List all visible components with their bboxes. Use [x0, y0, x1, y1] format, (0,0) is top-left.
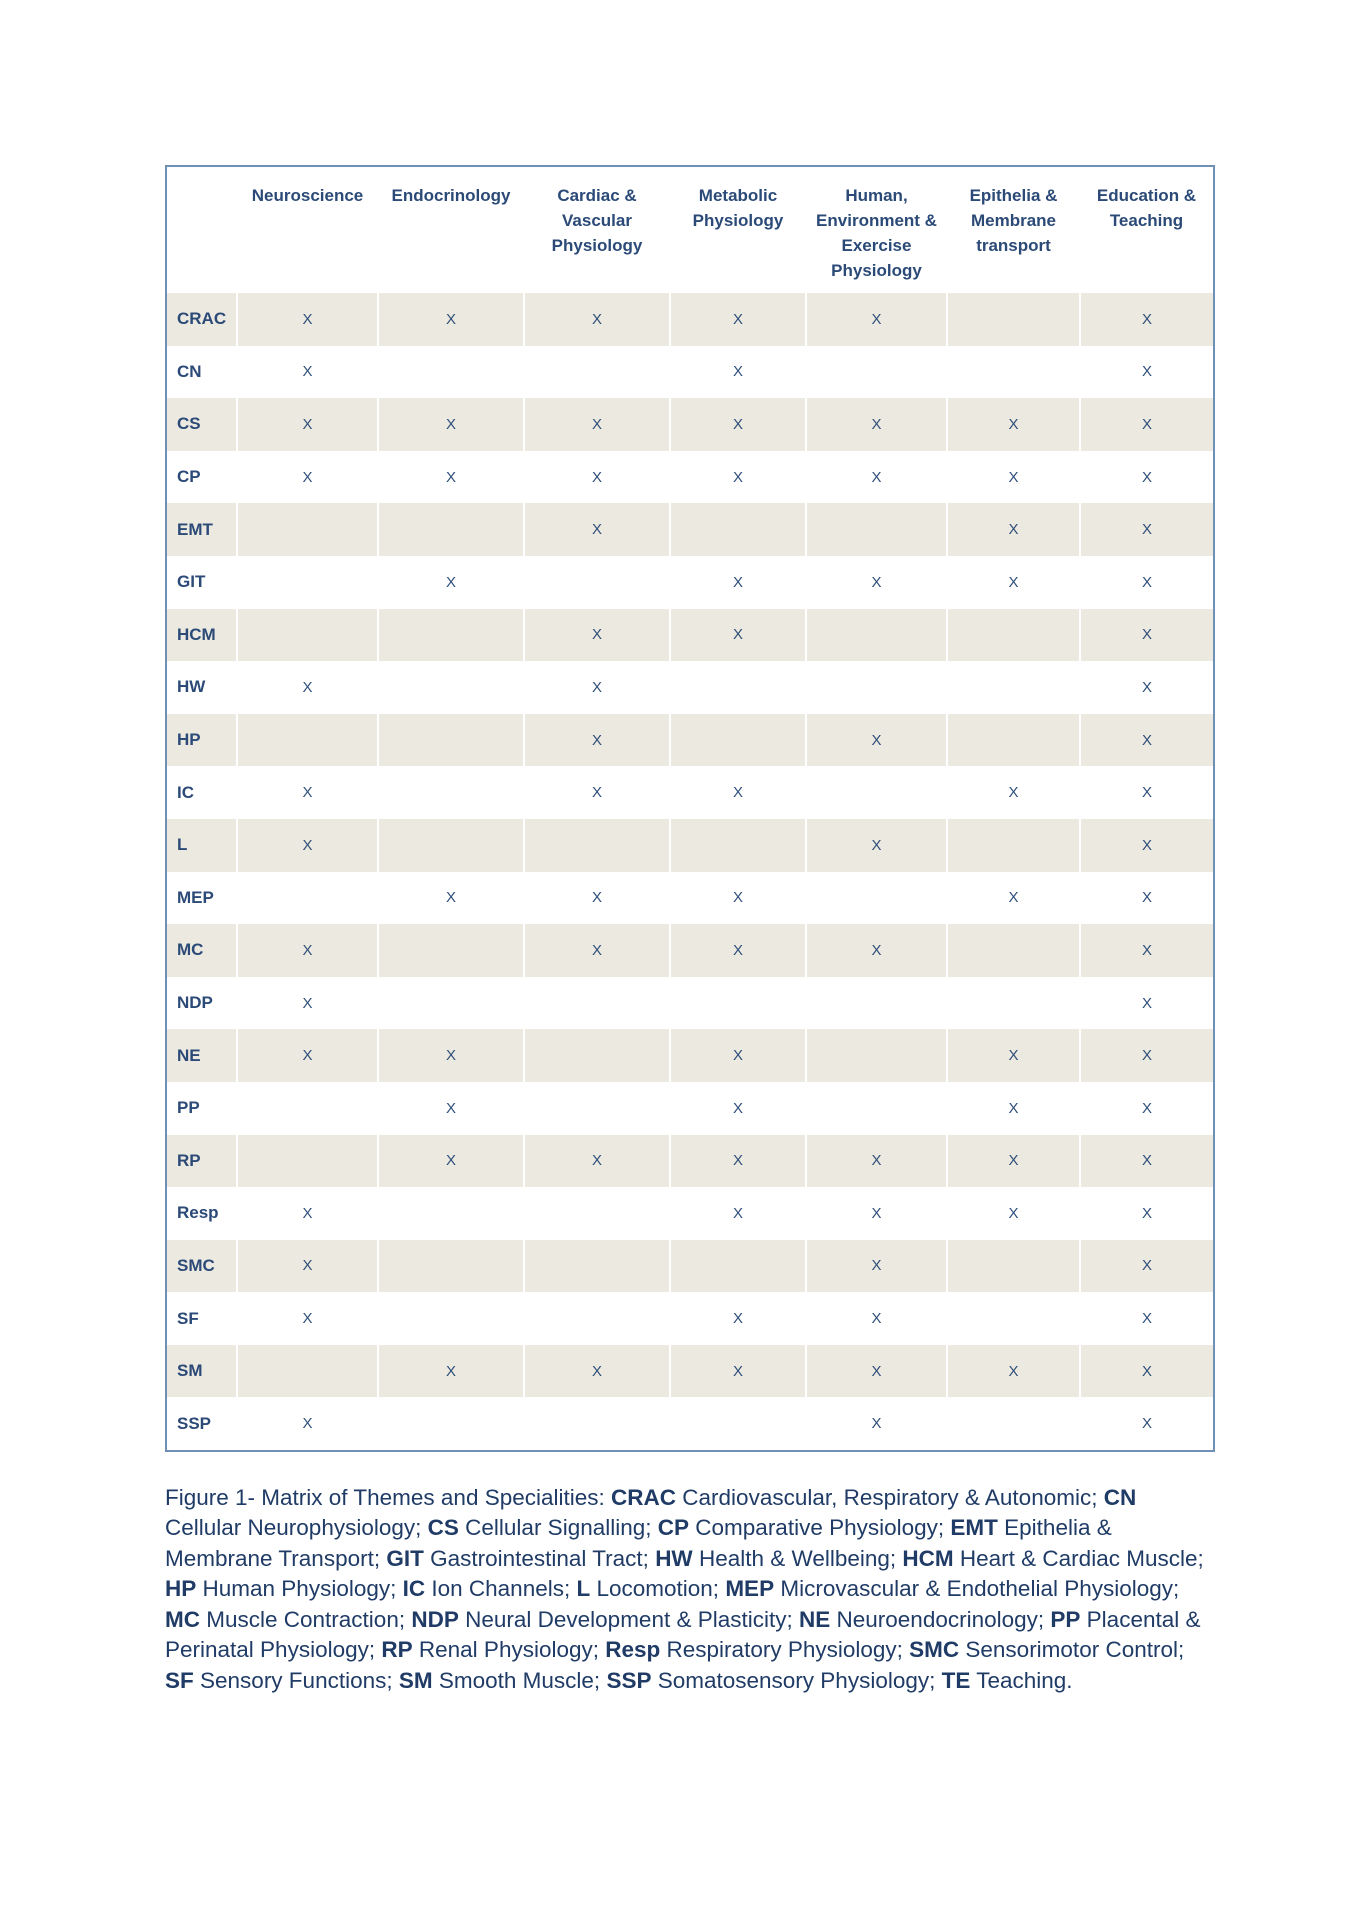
- caption-definition: Muscle Contraction;: [200, 1606, 412, 1632]
- caption-abbreviation: CP: [657, 1515, 690, 1541]
- table-row: [167, 714, 1213, 767]
- matrix-cell: [524, 1187, 670, 1240]
- row-label: GIT: [167, 556, 237, 609]
- matrix-cell: [524, 977, 670, 1030]
- table-row: [167, 1082, 1213, 1135]
- row-label: MEP: [167, 872, 237, 925]
- table-row: [167, 293, 1213, 346]
- caption-definition: Renal Physiology;: [412, 1637, 606, 1663]
- caption-definition: Heart & Cardiac Muscle;: [953, 1545, 1204, 1571]
- matrix-cell: [378, 924, 524, 977]
- matrix-cell: X: [1080, 293, 1213, 346]
- matrix-cell: X: [947, 1082, 1080, 1135]
- matrix-cell: X: [947, 503, 1080, 556]
- row-label: PP: [167, 1082, 237, 1135]
- matrix-cell: X: [947, 556, 1080, 609]
- caption-abbreviation: RP: [381, 1637, 413, 1663]
- caption-definition: Gastrointestinal Tract;: [423, 1545, 656, 1571]
- matrix-cell: X: [806, 714, 947, 767]
- matrix-cell: [806, 766, 947, 819]
- matrix-cell: [670, 503, 806, 556]
- caption-definition: Neuroendocrinology;: [830, 1606, 1051, 1632]
- table-row: [167, 1135, 1213, 1188]
- matrix-cell: X: [670, 293, 806, 346]
- table-row: [167, 1397, 1213, 1450]
- caption-abbreviation: L: [576, 1576, 591, 1602]
- row-label: NDP: [167, 977, 237, 1030]
- matrix-cell: [524, 1082, 670, 1135]
- matrix-cell: X: [947, 398, 1080, 451]
- caption-abbreviation: SM: [398, 1668, 433, 1694]
- matrix-cell: X: [1080, 1029, 1213, 1082]
- matrix-cell: X: [1080, 924, 1213, 977]
- matrix-cell: X: [806, 556, 947, 609]
- column-header: Human, Environment & Exercise Physiology: [806, 167, 947, 293]
- matrix-body: [167, 293, 1213, 1450]
- matrix-cell: X: [1080, 556, 1213, 609]
- matrix-cell: X: [806, 924, 947, 977]
- column-header: Endocrinology: [378, 167, 524, 293]
- matrix-cell: X: [237, 451, 378, 504]
- caption-abbreviation: HW: [655, 1545, 693, 1571]
- caption-abbreviation: CS: [427, 1515, 459, 1541]
- matrix-cell: [378, 977, 524, 1030]
- matrix-cell: X: [524, 1345, 670, 1398]
- column-header: Epithelia & Membrane transport: [947, 167, 1080, 293]
- caption-abbreviation: NDP: [411, 1606, 459, 1632]
- row-label: HCM: [167, 609, 237, 662]
- matrix-cell: [670, 1240, 806, 1293]
- table-row: [167, 1345, 1213, 1398]
- matrix-cell: X: [378, 1345, 524, 1398]
- matrix-cell: [524, 1029, 670, 1082]
- row-label: SM: [167, 1345, 237, 1398]
- caption-definition: Locomotion;: [590, 1576, 726, 1602]
- caption-definition: Comparative Physiology;: [689, 1515, 951, 1541]
- row-label: CS: [167, 398, 237, 451]
- matrix-cell: [378, 766, 524, 819]
- row-label: SMC: [167, 1240, 237, 1293]
- caption-definition: Health & Wellbeing;: [692, 1545, 903, 1571]
- matrix-cell: [524, 1240, 670, 1293]
- table-row: [167, 977, 1213, 1030]
- themes-specialities-matrix: [165, 165, 1215, 1452]
- table-row: [167, 872, 1213, 925]
- matrix-cell: [237, 1135, 378, 1188]
- matrix-cell: X: [237, 1029, 378, 1082]
- caption-abbreviation: Resp: [605, 1637, 661, 1663]
- matrix-cell: X: [806, 1240, 947, 1293]
- matrix-cell: X: [670, 1345, 806, 1398]
- caption-definition: Placental & Perinatal Physiology;: [165, 1606, 1201, 1663]
- row-label: HW: [167, 661, 237, 714]
- matrix-cell: X: [670, 1082, 806, 1135]
- row-label: CN: [167, 346, 237, 399]
- row-label: IC: [167, 766, 237, 819]
- matrix-cell: X: [947, 766, 1080, 819]
- matrix-cell: [947, 346, 1080, 399]
- matrix-cell: [806, 872, 947, 925]
- caption-definition: Neural Development & Plasticity;: [458, 1606, 799, 1632]
- row-label: EMT: [167, 503, 237, 556]
- row-label: HP: [167, 714, 237, 767]
- matrix-cell: [378, 714, 524, 767]
- row-label: SSP: [167, 1397, 237, 1450]
- matrix-cell: X: [524, 714, 670, 767]
- matrix-cell: [237, 714, 378, 767]
- matrix-cell: X: [1080, 1345, 1213, 1398]
- header-row: [167, 167, 1213, 293]
- column-header: Metabolic Physiology: [670, 167, 806, 293]
- caption-entries: [165, 1485, 1204, 1694]
- matrix-cell: X: [1080, 819, 1213, 872]
- caption-abbreviation: EMT: [950, 1515, 998, 1541]
- matrix-cell: [947, 714, 1080, 767]
- table-row: [167, 451, 1213, 504]
- matrix-cell: X: [237, 977, 378, 1030]
- matrix-cell: X: [378, 1135, 524, 1188]
- matrix-cell: X: [670, 924, 806, 977]
- matrix-cell: X: [524, 924, 670, 977]
- matrix-cell: X: [524, 503, 670, 556]
- caption-definition: Somatosensory Physiology;: [651, 1668, 942, 1694]
- matrix-cell: [378, 1397, 524, 1450]
- matrix-cell: X: [1080, 872, 1213, 925]
- caption-definition: Sensory Functions;: [193, 1668, 399, 1694]
- matrix-cell: X: [237, 1292, 378, 1345]
- matrix-cell: X: [237, 1187, 378, 1240]
- table-row: [167, 609, 1213, 662]
- matrix-cell: X: [1080, 1292, 1213, 1345]
- matrix-cell: [524, 556, 670, 609]
- matrix-cell: X: [670, 1292, 806, 1345]
- caption-definition: Human Physiology;: [196, 1576, 403, 1602]
- matrix-cell: [947, 819, 1080, 872]
- row-label: NE: [167, 1029, 237, 1082]
- matrix-cell: X: [378, 451, 524, 504]
- caption-abbreviation: NE: [799, 1606, 831, 1632]
- matrix-cell: X: [237, 766, 378, 819]
- matrix-cell: X: [806, 1187, 947, 1240]
- figure-caption: [165, 1483, 1215, 1697]
- matrix-cell: X: [806, 451, 947, 504]
- matrix-cell: X: [237, 924, 378, 977]
- matrix-cell: X: [524, 609, 670, 662]
- matrix-cell: X: [378, 872, 524, 925]
- caption-abbreviation: MC: [165, 1606, 200, 1632]
- matrix-cell: X: [806, 398, 947, 451]
- matrix-cell: X: [670, 1135, 806, 1188]
- matrix-cell: [806, 503, 947, 556]
- matrix-cell: [378, 1240, 524, 1293]
- matrix-cell: X: [947, 872, 1080, 925]
- matrix-cell: X: [947, 1187, 1080, 1240]
- row-label: L: [167, 819, 237, 872]
- caption-prefix: Figure 1- Matrix of Themes and Specialities:: [165, 1484, 612, 1510]
- row-label: SF: [167, 1292, 237, 1345]
- matrix-cell: [947, 1397, 1080, 1450]
- caption-abbreviation: TE: [941, 1668, 971, 1694]
- matrix-cell: X: [947, 1135, 1080, 1188]
- caption-definition: Smooth Muscle;: [432, 1668, 607, 1694]
- table-row: [167, 924, 1213, 977]
- caption-abbreviation: SMC: [909, 1637, 960, 1663]
- matrix-cell: X: [806, 1292, 947, 1345]
- matrix-cell: [670, 1397, 806, 1450]
- matrix-cell: X: [524, 293, 670, 346]
- table-row: [167, 1187, 1213, 1240]
- row-label: CRAC: [167, 293, 237, 346]
- caption-definition: Cardiovascular, Respiratory & Autonomic;: [676, 1484, 1104, 1510]
- caption-abbreviation: SSP: [606, 1668, 652, 1694]
- matrix-cell: [237, 1345, 378, 1398]
- matrix-cell: X: [670, 766, 806, 819]
- matrix-cell: [237, 556, 378, 609]
- matrix-cell: X: [670, 451, 806, 504]
- matrix-cell: [378, 661, 524, 714]
- matrix-cell: X: [378, 1029, 524, 1082]
- matrix-cell: [237, 503, 378, 556]
- matrix-cell: [806, 609, 947, 662]
- column-header: Education & Teaching: [1080, 167, 1213, 293]
- row-label: RP: [167, 1135, 237, 1188]
- matrix-cell: X: [947, 1345, 1080, 1398]
- caption-abbreviation: IC: [402, 1576, 426, 1602]
- caption-abbreviation: MEP: [725, 1576, 775, 1602]
- table-row: [167, 503, 1213, 556]
- table-row: [167, 556, 1213, 609]
- matrix-cell: [947, 609, 1080, 662]
- matrix-cell: [670, 661, 806, 714]
- matrix-cell: X: [378, 1082, 524, 1135]
- matrix-cell: [237, 872, 378, 925]
- table-row: [167, 398, 1213, 451]
- table-row: [167, 1029, 1213, 1082]
- matrix-cell: [378, 1292, 524, 1345]
- caption-definition: Epithelia & Membrane Transport;: [165, 1515, 1112, 1571]
- caption-abbreviation: PP: [1050, 1606, 1081, 1632]
- matrix-cell: X: [1080, 977, 1213, 1030]
- table-row: [167, 1292, 1213, 1345]
- caption-definition: Ion Channels;: [425, 1576, 577, 1602]
- matrix-cell: X: [524, 451, 670, 504]
- matrix-table: [167, 167, 1213, 1450]
- matrix-cell: X: [947, 451, 1080, 504]
- matrix-cell: X: [378, 293, 524, 346]
- caption-definition: Sensorimotor Control;: [959, 1637, 1185, 1663]
- matrix-cell: [378, 1187, 524, 1240]
- caption-abbreviation: CN: [1103, 1484, 1137, 1510]
- matrix-cell: X: [1080, 661, 1213, 714]
- matrix-cell: X: [670, 1029, 806, 1082]
- table-row: [167, 1240, 1213, 1293]
- matrix-cell: X: [237, 398, 378, 451]
- caption-definition: Respiratory Physiology;: [660, 1637, 910, 1663]
- caption-abbreviation: HCM: [902, 1545, 954, 1571]
- matrix-cell: [947, 924, 1080, 977]
- caption-abbreviation: HP: [165, 1576, 197, 1602]
- matrix-cell: [947, 661, 1080, 714]
- caption-definition: Microvascular & Endothelial Physiology;: [774, 1576, 1180, 1602]
- matrix-cell: X: [670, 1187, 806, 1240]
- matrix-cell: X: [1080, 398, 1213, 451]
- matrix-cell: [524, 346, 670, 399]
- table-row: [167, 661, 1213, 714]
- caption-abbreviation: CRAC: [611, 1484, 677, 1510]
- matrix-cell: X: [947, 1029, 1080, 1082]
- matrix-cell: [670, 819, 806, 872]
- matrix-cell: X: [524, 766, 670, 819]
- matrix-cell: [670, 714, 806, 767]
- matrix-cell: [524, 819, 670, 872]
- matrix-cell: X: [237, 346, 378, 399]
- matrix-cell: X: [1080, 714, 1213, 767]
- row-label: Resp: [167, 1187, 237, 1240]
- matrix-cell: [670, 977, 806, 1030]
- matrix-cell: X: [670, 346, 806, 399]
- matrix-cell: X: [237, 819, 378, 872]
- matrix-cell: X: [1080, 1187, 1213, 1240]
- table-row: [167, 819, 1213, 872]
- matrix-cell: [378, 609, 524, 662]
- matrix-cell: X: [524, 1135, 670, 1188]
- corner-cell: [167, 167, 237, 293]
- caption-abbreviation: GIT: [386, 1545, 424, 1571]
- matrix-cell: X: [806, 1397, 947, 1450]
- matrix-cell: X: [670, 609, 806, 662]
- matrix-cell: X: [524, 872, 670, 925]
- matrix-cell: [806, 1082, 947, 1135]
- caption-definition: Cellular Neurophysiology;: [165, 1515, 428, 1541]
- matrix-cell: [947, 1292, 1080, 1345]
- column-header: Cardiac & Vascular Physiology: [524, 167, 670, 293]
- matrix-cell: [806, 346, 947, 399]
- matrix-cell: X: [1080, 609, 1213, 662]
- matrix-cell: X: [670, 398, 806, 451]
- matrix-cell: X: [806, 1135, 947, 1188]
- caption-abbreviation: SF: [165, 1668, 194, 1694]
- matrix-cell: X: [1080, 503, 1213, 556]
- matrix-cell: X: [806, 293, 947, 346]
- row-label: MC: [167, 924, 237, 977]
- matrix-cell: X: [1080, 1240, 1213, 1293]
- matrix-cell: [806, 1029, 947, 1082]
- caption-definition: Teaching.: [970, 1668, 1073, 1694]
- matrix-cell: X: [1080, 1135, 1213, 1188]
- matrix-cell: X: [378, 556, 524, 609]
- matrix-cell: X: [806, 819, 947, 872]
- matrix-cell: X: [524, 398, 670, 451]
- matrix-cell: [237, 1082, 378, 1135]
- matrix-cell: [947, 977, 1080, 1030]
- matrix-cell: [378, 819, 524, 872]
- matrix-cell: [947, 1240, 1080, 1293]
- matrix-cell: [378, 503, 524, 556]
- matrix-cell: X: [1080, 1082, 1213, 1135]
- matrix-cell: [806, 977, 947, 1030]
- matrix-cell: X: [237, 1397, 378, 1450]
- matrix-cell: X: [1080, 451, 1213, 504]
- matrix-cell: X: [1080, 1397, 1213, 1450]
- matrix-cell: X: [378, 398, 524, 451]
- matrix-cell: X: [806, 1345, 947, 1398]
- column-header: Neuroscience: [237, 167, 378, 293]
- matrix-cell: [806, 661, 947, 714]
- row-label: CP: [167, 451, 237, 504]
- matrix-cell: X: [237, 293, 378, 346]
- matrix-cell: X: [1080, 766, 1213, 819]
- matrix-cell: X: [524, 661, 670, 714]
- matrix-cell: X: [237, 1240, 378, 1293]
- matrix-cell: [237, 609, 378, 662]
- matrix-cell: X: [670, 556, 806, 609]
- matrix-cell: X: [237, 661, 378, 714]
- matrix-cell: X: [670, 872, 806, 925]
- table-row: [167, 346, 1213, 399]
- matrix-cell: X: [1080, 346, 1213, 399]
- matrix-cell: [524, 1292, 670, 1345]
- table-row: [167, 766, 1213, 819]
- caption-definition: Cellular Signalling;: [458, 1515, 658, 1541]
- matrix-cell: [378, 346, 524, 399]
- matrix-cell: [524, 1397, 670, 1450]
- matrix-cell: [947, 293, 1080, 346]
